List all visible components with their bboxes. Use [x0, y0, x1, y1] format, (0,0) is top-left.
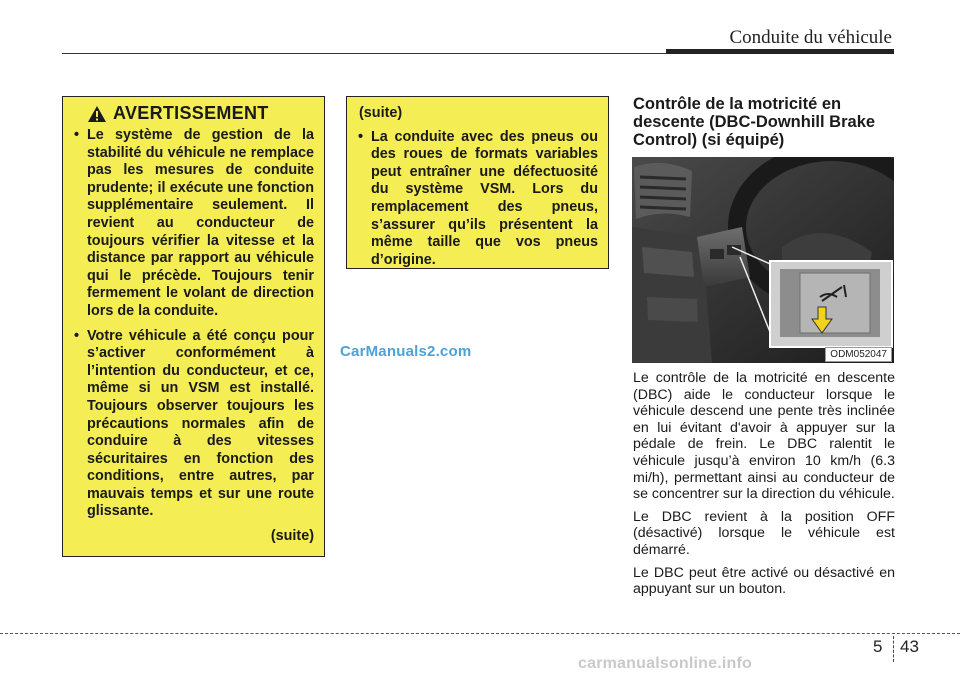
dbc-button-photo	[632, 157, 894, 363]
body-paragraph: Le DBC revient à la position OFF (désactivé) lorsque le véhicule est démarré.	[633, 508, 895, 558]
warning-heading-text: AVERTISSEMENT	[113, 103, 269, 124]
header-rule	[62, 53, 668, 54]
warning-box	[62, 96, 325, 557]
warning-heading	[87, 105, 314, 123]
dashboard-illustration	[632, 157, 894, 363]
header-rule-accent	[666, 49, 894, 54]
section-title: Contrôle de la motricité en descente (DBC-Downhill Brake Control) (si équipé)	[633, 95, 876, 149]
footer-rule	[0, 633, 960, 634]
page-number: 43	[900, 637, 919, 656]
warning-bullet: • Votre véhicule a été conçu pour s’activer conformément à l’intention du conducteur, et ce, même si un VSM est installé. Toujours observer toujours les précautions normales afin de conduire à des vitesses sécuritaires en fonction des conditions, entre autres, par mauvais temps et sur une route glissante.	[73, 328, 314, 522]
warning-bullet: • Le système de gestion de la stabilité du véhicule ne remplace pas les mesures de conduite prudente; il exécute une fonction supplémentaire seulement. Il revient au conducteur de toujours vérifier la vitesse et la distance par rapport au véhicule qui le précède. Toujours tenir fermement le volant de direction lors de la conduite.	[73, 127, 314, 321]
chapter-number: 5	[873, 637, 883, 656]
page-header-title: Conduite du véhicule	[729, 27, 892, 48]
section-body	[633, 370, 895, 604]
body-paragraph: Le contrôle de la motricité en descente (DBC) aide le conducteur lorsque le véhicule descend une pente très inclinée en lui évitant d'avoir à appuyer sur la pédale de frein. Le DBC ralentit le véhicule jusqu’à environ 10 km/h (6.3 mi/h), permettant ainsi au conducteur de se concentrer sur la direction du véhicule.	[633, 370, 895, 503]
watermark-footer-link[interactable]: carmanualsonline.info	[578, 655, 753, 672]
body-paragraph: Le DBC peut être activé ou désactivé en appuyant sur un bouton.	[633, 564, 895, 598]
continued-heading: (suite)	[359, 105, 403, 121]
warning-triangle-icon	[87, 105, 107, 123]
continued-warning-box	[346, 96, 609, 269]
continued-label: (suite)	[270, 528, 314, 545]
watermark-link[interactable]: CarManuals2.com	[340, 343, 472, 360]
image-code: ODM052047	[825, 347, 892, 362]
continued-bullet: • La conduite avec des pneus ou des roues de formats variables peut entraîner une défectuosité du système VSM. Lors du remplacement des pneus, s’assurer qu’ils présentent la même taille que vos pneus d’origine.	[357, 129, 598, 270]
page-number-separator	[893, 636, 894, 662]
